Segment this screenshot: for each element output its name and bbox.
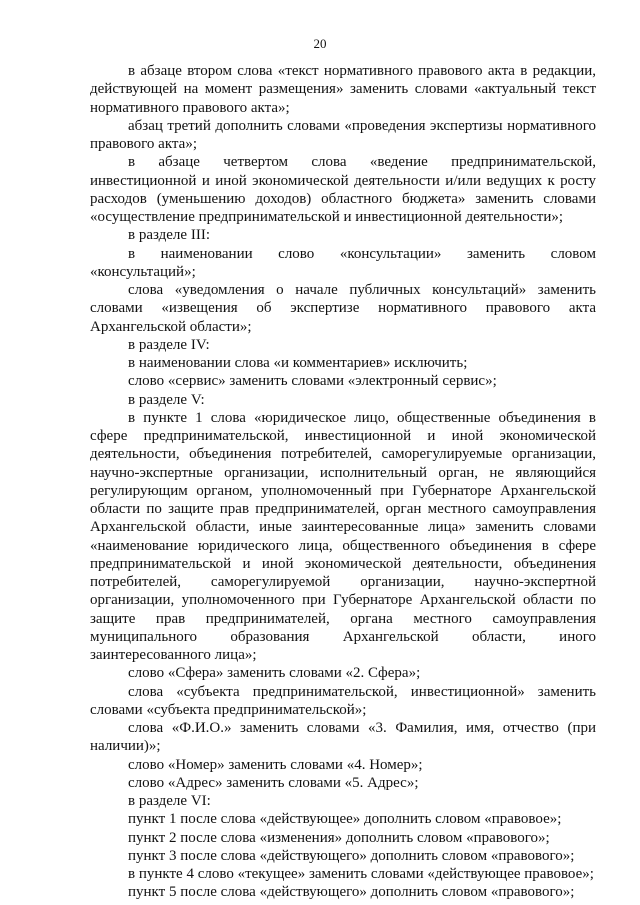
paragraph: в наименовании слова «и комментариев» исключить;	[128, 355, 468, 371]
paragraph: слова «Ф.И.О.» заменить словами «3. Фамилия, имя, отчество (при наличии)»;	[90, 720, 596, 755]
paragraph: слова «уведомления о начале публичных консультаций» заменить словами «извещения об экспертизе нормативного правового акта Архангельской области»;	[90, 282, 596, 335]
paragraph: пункт 1 после слова «действующее» дополнить словом «правовое»;	[128, 811, 562, 828]
paragraph: слово «Сфера» заменить словами «2. Сфера»;	[128, 665, 421, 682]
paragraph: пункт 3 после слова «действующего» дополнить словом «правового»;	[128, 847, 575, 864]
paragraph: в абзаце четвертом слова «ведение предпринимательской, инвестиционной и иной экономической деятельности и/или ведущих к росту расходов (уменьшению доходов) областного бюджета» заменить словами «осуществление предпринимательской и инвестиционной деятельности»;	[90, 154, 596, 225]
paragraph: слова «субъекта предпринимательской, инвестиционной» заменить словами «субъекта предпринимательской»;	[90, 683, 596, 718]
paragraph: в пункте 1 слова «юридическое лицо, общественные объединения в сфере предпринимательской, инвестиционной и иной экономической деятельности, объединения потребителей, саморегулируемые организации, научно-экспертные организации, исполнительный орган, не являющийся регулирующим органом, уполномоченный при Губернаторе Архангельской области по защите прав предпринимателей, орган местного самоуправления Архангельской области, иные заинтересованные лица» заменить словами «наименование юридического лица, общественного объединения в сфере предпринимательской и иной экономической деятельности, объединения потребителей, саморегулируемой организации, научно-экспертной организации, уполномоченного при Губернаторе Архангельской области по защите прав предпринимателей, органа местного самоуправления муниципального образования Архангельской области, иного заинтересованного лица»;	[90, 409, 596, 663]
paragraph: слово «Номер» заменить словами «4. Номер»;	[128, 756, 423, 773]
paragraph: абзац третий дополнить словами «проведения экспертизы нормативного правового акта»;	[90, 117, 596, 152]
paragraph: в разделе V:	[128, 391, 205, 408]
paragraph: слово «Адрес» заменить словами «5. Адрес»;	[128, 774, 419, 791]
paragraph: пункт 5 после слова «действующего» дополнить словом «правового»;	[128, 884, 575, 901]
document-body	[90, 62, 596, 902]
paragraph: в разделе VI:	[128, 793, 211, 809]
page-number: 20	[313, 36, 327, 51]
paragraph: в разделе III:	[128, 227, 210, 244]
paragraph: слово «сервис» заменить словами «электронный сервис»;	[128, 373, 497, 390]
paragraph: в абзаце втором слова «текст нормативного правового акта в редакции, действующей на момент размещения» заменить словами «актуальный текст нормативного правового акта»;	[90, 63, 596, 116]
paragraph: в разделе IV:	[128, 336, 210, 353]
paragraph: в пункте 4 слово «текущее» заменить словами «действующее правовое»;	[128, 866, 594, 882]
paragraph: в наименовании слово «консультации» заменить словом «консультаций»;	[90, 245, 596, 280]
paragraph: пункт 2 после слова «изменения» дополнить словом «правового»;	[128, 829, 550, 846]
